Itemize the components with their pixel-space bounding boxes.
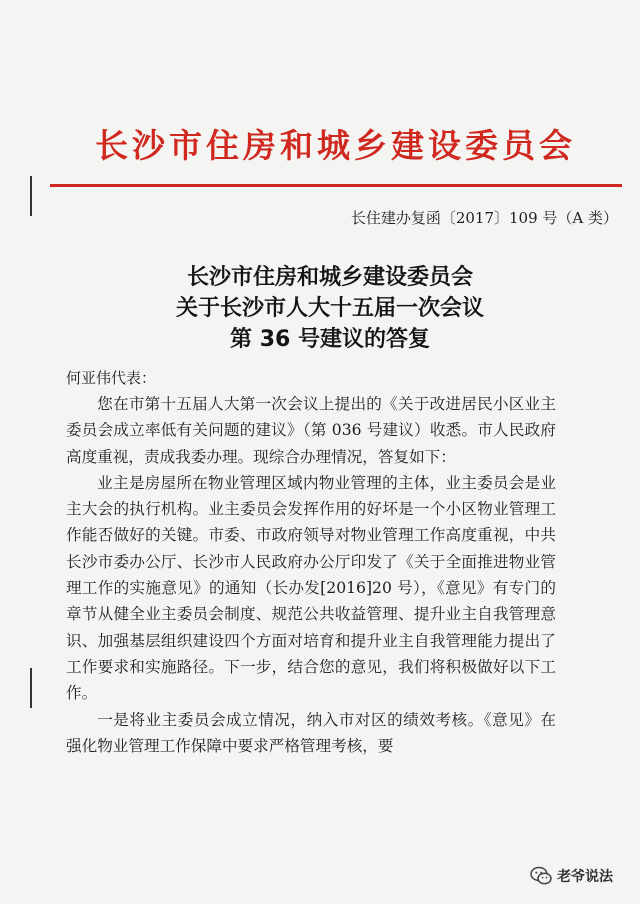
document-title-line-2: 关于长沙市人大十五届一次会议 (175, 296, 484, 321)
body-paragraph-1: 您在市第十五届人大第一次会议上提出的《关于改进居民小区业主委员会成立率低有关问题的建议》（第 036 号建议）收悉。市人民政府高度重视，责成我委办理。现综合办理情况，答复如下： (66, 395, 556, 466)
account-watermark (530, 866, 613, 886)
document-title-line-3: 第 36 号建议的答复 (230, 327, 430, 352)
salutation: 何亚伟代表： (66, 369, 157, 387)
binding-mark-bottom (30, 668, 32, 708)
binding-mark-top (30, 176, 32, 216)
watermark-text: 老爷说法 (557, 869, 613, 885)
body-paragraph-2: 业主是房屋所在物业管理区域内物业管理的主体，业主委员会是业主大会的执行机构。业主委员会发挥作用的好坏是一个小区物业管理工作能否做好的关键。市委、市政府领导对物业管理工作高度重视，中共长沙市委办公厅、长沙市人民政府办公厅印发了《关于全面推进物业管理工作的实施意见》的通知（长办发[2016]20 号），《意见》有专门的章节从健全业主委员会制度、规范公共收益管理、提升业主自我管理意识、加强基层组织建设四个方面对培育和提升业主自我管理能力提出了工作要求和实施路径。下一步，结合您的意见，我们将积极做好以下工作。 (66, 473, 556, 703)
issuer-header-title: 长沙市住房和城乡建设委员会 (95, 126, 576, 165)
red-header-rule (50, 184, 622, 187)
document-number: 长住建办复函〔2017〕109 号（A 类） (350, 209, 618, 227)
body-text (66, 391, 556, 759)
wechat-icon (530, 866, 552, 886)
body-paragraph-3: 一是将业主委员会成立情况，纳入市对区的绩效考核。《意见》在强化物业管理工作保障中要求严格管理考核，要 (66, 710, 556, 755)
document-title-line-1: 长沙市住房和城乡建设委员会 (186, 265, 473, 290)
document-title (120, 262, 540, 355)
